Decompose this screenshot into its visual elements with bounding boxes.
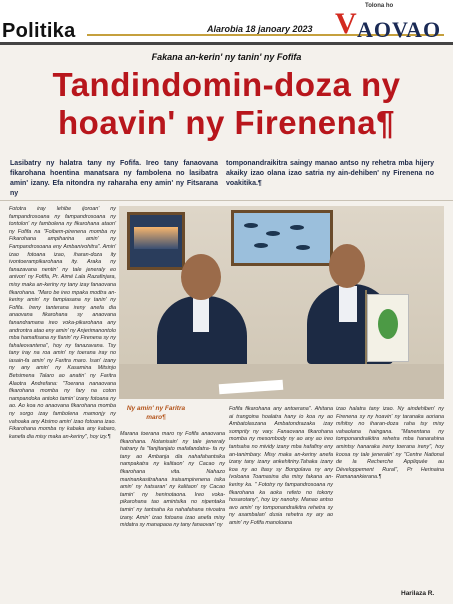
speaker-left (149, 252, 253, 372)
photo-caption: Ny amin' ny Faritra maro¶ (126, 405, 186, 421)
body-column-2: Marana toerana maro ny Fofifa anaovana fikarohana. Notanisain' ny tale jeneraly hatrany fa "fanjitanjato mafafandatra- fa ny tany ao Ambanja dia nahafahantsika nampakatra ny kalitaon' ny Cacao ny fikarohana vita. Nahazo marinankasitrahana iraisampirenena isika amin' ny hatsaran' ny kalitaon' ny Cacao tamin' ny heninotaona. Ireo voka-pikarohana tao amintsika no nipentaka tamin' ny tantsaha ka nahafahana nivoatra izany. Amin' izao fotoana izao anefa misy midatra sy manapaoa ny tany fanaovan' ny (120, 431, 225, 529)
headline-line-2: hoavin' ny Firenena¶ (58, 104, 395, 141)
dateline: Alarobia 18 janoary 2023 (207, 24, 313, 34)
body-column-1: Fototra iray lehibe ijoroan' ny fampandrosoana ny fampandrosoana ny tontolon' ny fambolena ny fikarohana ataon' ny Fofifa na "Foibem-pirenena momba ny Fikarohana ampiharina amin' ny Fampandrosoana eny Ambanivohitra". Amin' izao fotoana izao, iharan-doza ity ivontoerampikarohana ity. Araka ny fanazavana nentin' ny tale jeneraly eo anivon' ny Fofifa, Pr. Aimé Lala Razafinjara, misy maka an-keriny ny tany izay fanaovana fikarohana. "Maro be ireo mpaka modtra an-keriny amin' ny fampiasana ny tanin' ny Fofifa. Ireny tanterana ireny anefa dia anaovana fikarohana sy anaovana fanandramana ireo voka-pikarohana any androntra atao eny amin' ny Anjerimanontolo mba hamafisana ny fianin' ny Firenena sy ny fahaleovantena", hoy ny fanazavana. Tsy tany iray na roa amin' ny toerana iray no iasain-fa amin' ny Faritra maro. Isan' izany ny any amin' ny Kasamina Mitsinjo Betsimena Talaro ao anatin' ny Faritra Alaotra Andrefana: "Toerana nanaovana fikarohana momba ny fary na coton nampandoka antoko tamin' izany fotoana ny ao. Ao koa no anaovana fikarohana momba ny sorgo izay fambolena mamonjy ny vahoaka any Atsimo amin' izao fotoana izao. Fikarohana momba ny kabaka any kabaro, kanefa dia misy maka an-keriny", hoy izy.¶ (9, 206, 116, 440)
header-bottom-rule (0, 42, 453, 45)
body-column-4: izao halatra tany izao. Ny aindehiben' ny Firenena sy ny hoavin' ny taranaka aoriana mihitsy no iharan-doza raha tsy misy vahaolana haingana. "Manentana ny tomponandraikitra rehetra mba hanarahina amintsy hanaraka ireny toerana ireny", hoy koosa ny tale jeneralin' ny "Centre National de la Recherche Appliquée au Développement Rural", Pr Herinaina Ramanankierana.¶ (336, 406, 444, 481)
lede-right: tomponandraikitra saingy manao antso ny rehetra mba hijery akaiky izao olana izao satria ny ain-dehiben' ny Firenena no voakitika.¶ (226, 160, 434, 187)
body-column-3: Fofifa fikarohana any antoerana". Ahitana ai trangoina hoalatra hany io koa ny ao Ambatolaszana Ambatondrazaka izay somprity ny vary. Fanaovana fikarohana momba ny mesombody ny ao any ao ireo tantsaha no mividy izany mba hafafiny eny an-tanimbary. Misy maka an-keriny anefa izany tany izany ankehitriny.Tahaka izany koa ny ao Itasy sy Bongolava ny any Ivoloana Toamasina dia misy fakana an-keriny ka. " Fototry ny fampandrosoana ny fikarohana ka aoka refeto no tokony hosarotany", hoy izy nanohy. Manao antso avo amin' ny tomponandraikitra rehetra sy ny asambalan' dusia rehetra ny ary ao amin' ny Fofifa manoloana (229, 406, 333, 526)
article-headline (0, 66, 453, 142)
fofifa-logo-icon (378, 309, 398, 339)
section-title: Politika (2, 20, 76, 42)
lede-divider (0, 200, 453, 201)
author-byline: Harilaza R. (401, 590, 435, 597)
headline-line-1: Tandindomin-doza ny (52, 66, 401, 103)
fofifa-flag (367, 294, 409, 362)
article-kicker: Fakana an-kerin' ny tanin' ny Fofifa (151, 52, 302, 62)
masthead-name: AOVAO (357, 17, 442, 42)
masthead-v: V (335, 7, 357, 40)
article-photo (119, 206, 444, 399)
newspaper-masthead (335, 3, 447, 41)
lede-left: Lasibatry ny halatra tany ny Fofifa. Ireo tany fanaovana fikarohana hoentina manatsara ny fambolena no lasibatra amin' izany. Efa nitondra ny raharaha eny amin' ny Fitsarana ny (10, 160, 218, 197)
masthead-tagline: Tolona ho (365, 3, 394, 9)
